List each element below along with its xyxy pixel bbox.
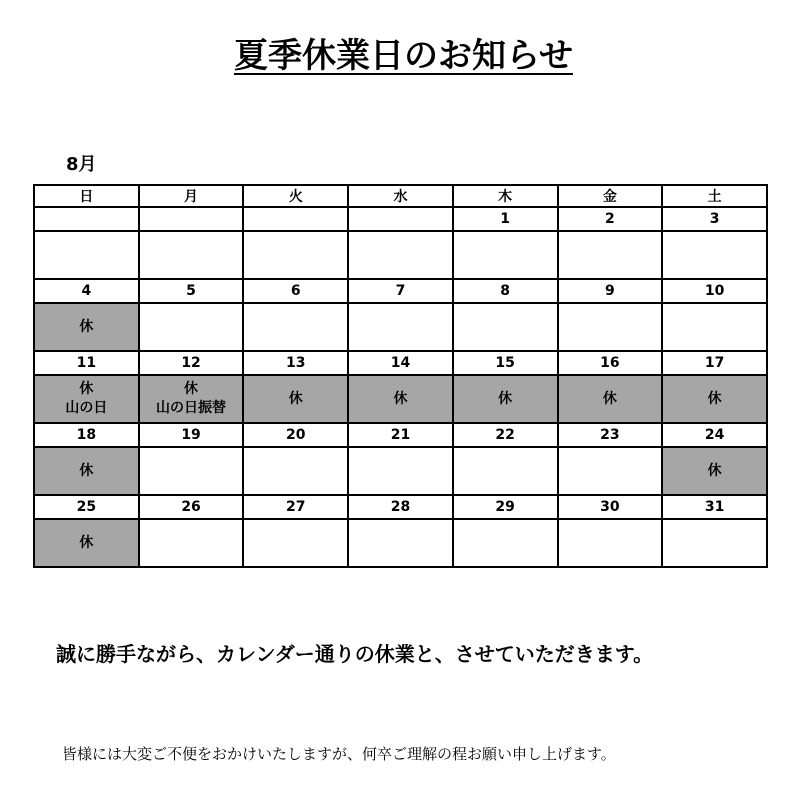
- date-cell: 9: [558, 279, 663, 303]
- day-note-cell: [453, 303, 558, 351]
- date-cell: 26: [139, 495, 244, 519]
- day-note-cell: [243, 375, 348, 423]
- weekday-header: 金: [558, 185, 663, 207]
- date-cell: 3: [662, 207, 767, 231]
- closed-label: 休: [184, 381, 199, 397]
- day-note-cell: [453, 231, 558, 279]
- date-cell: 1: [453, 207, 558, 231]
- day-note-cell: [34, 303, 139, 351]
- day-note-cell: [662, 375, 767, 423]
- date-cell: 15: [453, 351, 558, 375]
- month-label: 8月: [66, 154, 97, 175]
- day-note-cell: [348, 375, 453, 423]
- holiday-name: 山の日: [65, 400, 108, 416]
- date-row: [34, 495, 767, 519]
- note-row: [34, 447, 767, 495]
- closed-label: 休: [707, 390, 722, 407]
- day-note-cell: [243, 303, 348, 351]
- date-cell: 12: [139, 351, 244, 375]
- closed-label: 休: [288, 390, 303, 407]
- date-cell: 23: [558, 423, 663, 447]
- page-title-text: 夏季休業日のお知らせ: [234, 36, 573, 76]
- closed-label: 休: [602, 390, 617, 407]
- weekday-header: 火: [243, 185, 348, 207]
- closed-label: 休: [79, 381, 94, 397]
- day-note-cell: [34, 519, 139, 567]
- closed-label: 休: [79, 462, 94, 479]
- day-note-cell: [453, 447, 558, 495]
- closed-label: 休: [79, 534, 94, 551]
- day-note-cell: [139, 447, 244, 495]
- day-note-cell: [662, 231, 767, 279]
- note-row: [34, 231, 767, 279]
- date-cell: 8: [453, 279, 558, 303]
- date-cell: [348, 207, 453, 231]
- date-row: [34, 351, 767, 375]
- date-cell: 5: [139, 279, 244, 303]
- day-note-cell: [139, 519, 244, 567]
- weekday-header-row: [34, 185, 767, 207]
- date-cell: 16: [558, 351, 663, 375]
- day-note-cell: [348, 303, 453, 351]
- day-note-cell: [34, 231, 139, 279]
- date-cell: 11: [34, 351, 139, 375]
- day-note-cell: [662, 303, 767, 351]
- calendar-table: [33, 184, 768, 568]
- date-cell: 24: [662, 423, 767, 447]
- day-note-cell: [558, 375, 663, 423]
- date-row: [34, 207, 767, 231]
- day-note-cell: [243, 231, 348, 279]
- date-cell: 18: [34, 423, 139, 447]
- date-cell: 10: [662, 279, 767, 303]
- note-row: [34, 375, 767, 423]
- weekday-header: 月: [139, 185, 244, 207]
- day-note-cell: [139, 303, 244, 351]
- closed-label: 休: [393, 390, 408, 407]
- date-cell: 28: [348, 495, 453, 519]
- date-cell: 2: [558, 207, 663, 231]
- date-cell: 6: [243, 279, 348, 303]
- weekday-header: 水: [348, 185, 453, 207]
- weekday-header: 土: [662, 185, 767, 207]
- date-cell: 7: [348, 279, 453, 303]
- date-cell: 4: [34, 279, 139, 303]
- date-cell: [243, 207, 348, 231]
- date-cell: 17: [662, 351, 767, 375]
- date-cell: 20: [243, 423, 348, 447]
- day-note-cell: [558, 231, 663, 279]
- date-row: [34, 279, 767, 303]
- day-note-cell: [662, 519, 767, 567]
- holiday-name: 山の日振替: [156, 400, 227, 416]
- day-note-cell: [348, 519, 453, 567]
- day-note-cell: [558, 447, 663, 495]
- date-cell: 30: [558, 495, 663, 519]
- weekday-header: 日: [34, 185, 139, 207]
- date-cell: 29: [453, 495, 558, 519]
- date-cell: [34, 207, 139, 231]
- closed-label: 休: [79, 318, 94, 335]
- day-note-cell: [453, 375, 558, 423]
- page-title: [0, 28, 807, 77]
- apology-message: 皆様には大変ご不便をおかけいたしますが、何卒ご理解の程お願い申し上げます。: [62, 745, 616, 763]
- date-cell: [139, 207, 244, 231]
- date-cell: 14: [348, 351, 453, 375]
- day-note-cell: [139, 375, 244, 423]
- date-row: [34, 423, 767, 447]
- note-row: [34, 303, 767, 351]
- date-cell: 25: [34, 495, 139, 519]
- day-note-cell: [34, 375, 139, 423]
- date-cell: 13: [243, 351, 348, 375]
- day-note-cell: [243, 447, 348, 495]
- date-cell: 31: [662, 495, 767, 519]
- date-cell: 22: [453, 423, 558, 447]
- weekday-header: 木: [453, 185, 558, 207]
- day-note-cell: [558, 519, 663, 567]
- day-note-cell: [558, 303, 663, 351]
- day-note-cell: [348, 447, 453, 495]
- date-cell: 27: [243, 495, 348, 519]
- day-note-cell: [453, 519, 558, 567]
- note-row: [34, 519, 767, 567]
- closed-label: 休: [498, 390, 513, 407]
- closure-message: 誠に勝手ながら、カレンダー通りの休業と、させていただきます。: [56, 642, 654, 666]
- day-note-cell: [139, 231, 244, 279]
- date-cell: 19: [139, 423, 244, 447]
- closed-label: 休: [707, 462, 722, 479]
- day-note-cell: [662, 447, 767, 495]
- day-note-cell: [348, 231, 453, 279]
- day-note-cell: [34, 447, 139, 495]
- day-note-cell: [243, 519, 348, 567]
- date-cell: 21: [348, 423, 453, 447]
